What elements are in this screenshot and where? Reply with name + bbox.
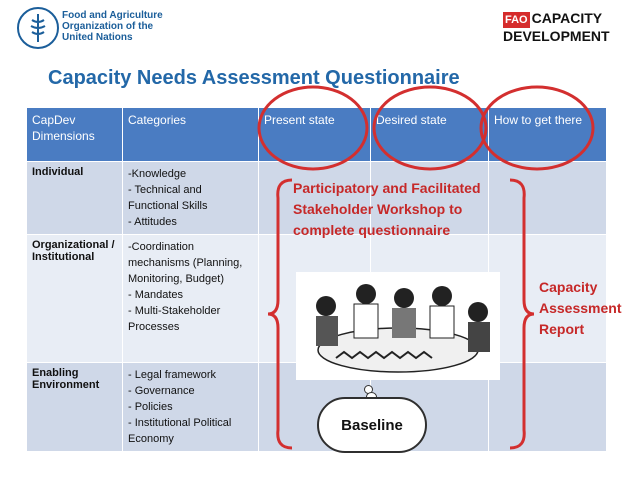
category-item: -Coordination mechanisms (Planning, Monitoring, Budget): [128, 241, 243, 285]
brand-line-1: CAPACITY: [531, 10, 603, 26]
baseline-cloud: [317, 397, 427, 453]
page-title: Capacity Needs Assessment Questionnaire: [48, 67, 460, 89]
dimension-cell: Individual: [27, 162, 123, 235]
header-how-to-get-there: How to get there: [489, 108, 607, 162]
report-annotation: Capacity Assessment Report: [539, 279, 622, 337]
left-brace-icon: [268, 180, 292, 448]
how-to-get-there-circle: [481, 87, 593, 169]
category-item: - Attitudes: [128, 216, 177, 228]
category-item: - Governance: [128, 385, 195, 397]
header-categories: Categories: [123, 108, 259, 162]
category-item: -Knowledge: [128, 168, 187, 180]
dimension-cell: Organizational / Institutional: [27, 235, 123, 363]
header-present-state: Present state: [259, 108, 371, 162]
baseline-label: Baseline: [341, 416, 403, 434]
right-brace-icon: [510, 180, 534, 448]
org-line-2: Organization of the: [62, 21, 154, 32]
workshop-annotation: Participatory and Facilitated Stakeholder Workshop to complete questionnaire: [293, 180, 481, 238]
fao-badge: FAO: [505, 14, 528, 26]
header-capdev-dimensions: CapDev Dimensions: [27, 108, 123, 162]
category-item: - Multi-Stakeholder Processes: [128, 305, 221, 333]
desired-state-circle: [374, 87, 486, 169]
category-item: - Technical and Functional Skills: [128, 184, 208, 212]
category-item: - Policies: [128, 401, 173, 413]
brand-line-2: DEVELOPMENT: [503, 28, 610, 44]
category-item: - Mandates: [128, 289, 184, 301]
present-state-circle: [259, 87, 367, 169]
category-item: - Institutional Political Economy: [128, 417, 232, 445]
dimension-cell: Enabling Environment: [27, 363, 123, 452]
header-desired-state: Desired state: [371, 108, 489, 162]
category-item: - Legal framework: [128, 369, 217, 381]
org-line-1: Food and Agriculture: [62, 10, 163, 21]
org-line-3: United Nations: [62, 32, 133, 43]
